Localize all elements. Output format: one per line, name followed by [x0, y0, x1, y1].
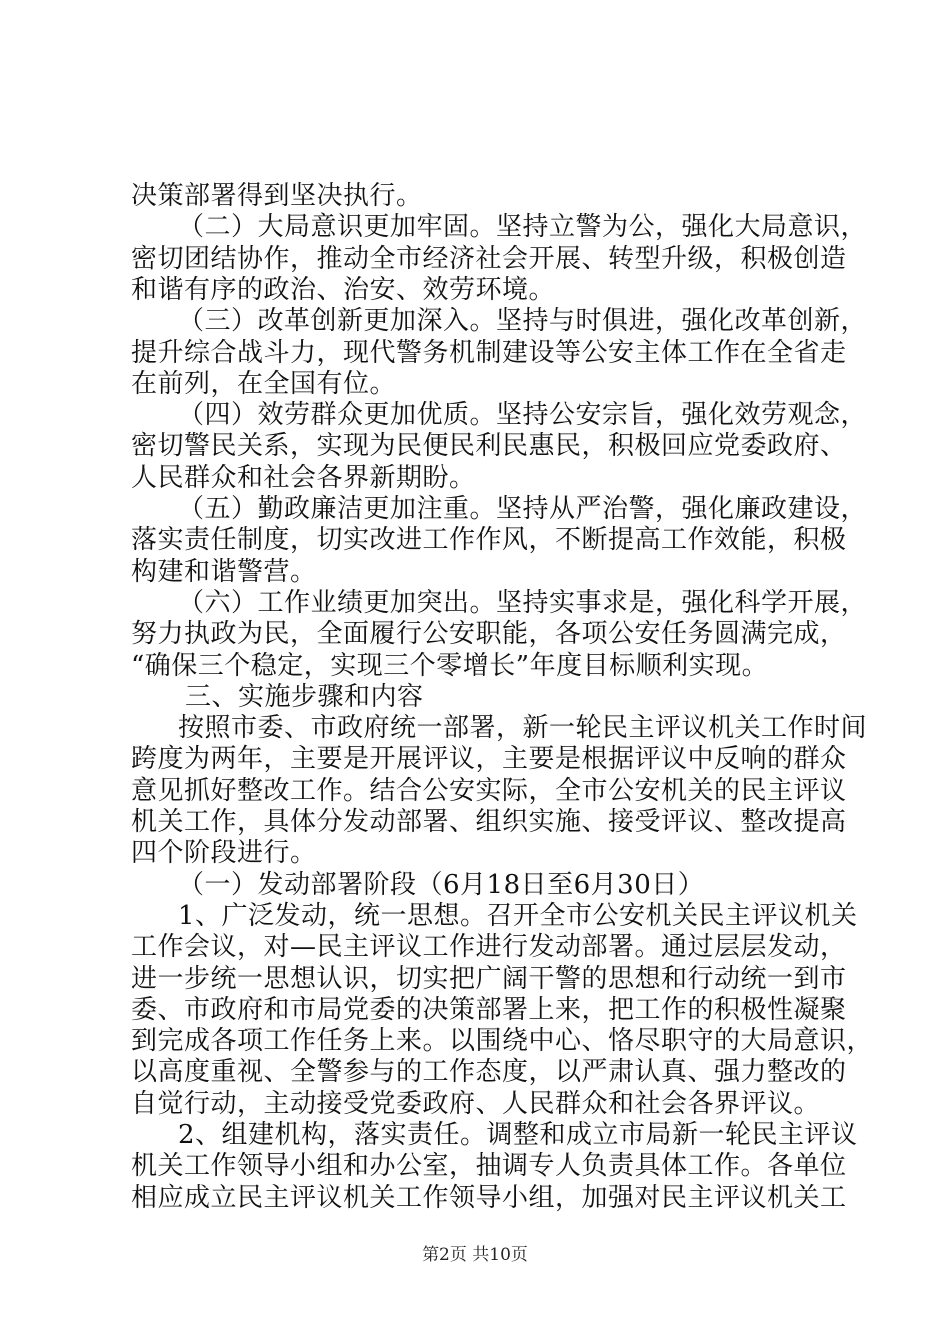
text-line: （六）工作业绩更加突出。坚持实事求是，强化科学开展，	[178, 587, 868, 618]
text-line: “确保三个稳定，实现三个零增长”年度目标顺利实现。	[131, 650, 769, 681]
text-line: 自觉行动，主动接受党委政府、人民群众和社会各界评议。	[131, 1088, 821, 1119]
text-line: 密切警民关系，实现为民便民利民惠民，积极回应党委政府、	[131, 431, 847, 462]
text-line: 意见抓好整改工作。结合公安实际，全市公安机关的民主评议	[131, 775, 847, 806]
text-line: 四个阶段进行。	[131, 838, 317, 869]
text-line: 2、组建机构，落实责任。调整和成立市局新一轮民主评议	[178, 1120, 858, 1150]
text-line: 委、市政府和市局党委的决策部署上来，把工作的积极性凝聚	[131, 994, 847, 1025]
text-line: （二）大局意识更加牢固。坚持立警为公，强化大局意识，	[178, 212, 868, 243]
section-heading: 三、实施步骤和内容	[185, 681, 424, 712]
text-line: 1、广泛发动，统一思想。召开全市公安机关民主评议机关	[178, 900, 858, 931]
text-line: 密切团结协作，推动全市经济社会开展、转型升级，积极创造	[131, 243, 847, 274]
text-line: 到完成各项工作任务上来。以围绕中心、恪尽职守的大局意识，	[131, 1026, 874, 1057]
text-line: 人民群众和社会各界新期盼。	[131, 462, 476, 493]
subsection-heading: （一）发动部署阶段（6月18日至6月30日）	[178, 869, 705, 900]
text-line: 跨度为两年，主要是开展评议，主要是根据评议中反响的群众	[131, 744, 847, 775]
text-line: 相应成立民主评议机关工作领导小组，加强对民主评议机关工	[131, 1182, 847, 1213]
text-line: 以高度重视、全警参与的工作态度，以严肃认真、强力整改的	[131, 1057, 847, 1088]
text-line: 提升综合战斗力，现代警务机制建设等公安主体工作在全省走	[131, 337, 847, 368]
text-line: 努力执政为民，全面履行公安职能，各项公安任务圆满完成，	[131, 619, 847, 650]
text-line: （五）勤政廉洁更加注重。坚持从严治警，强化廉政建设，	[178, 494, 868, 524]
text-line: （四）效劳群众更加优质。坚持公安宗旨，强化效劳观念，	[178, 400, 868, 431]
text-line: 工作会议，对—民主评议工作进行发动部署。通过层层发动，	[131, 932, 847, 963]
text-line: 机关工作领导小组和办公室，抽调专人负责具体工作。各单位	[131, 1151, 847, 1182]
text-line: 和谐有序的政治、治安、效劳环境。	[131, 274, 556, 305]
text-line: 落实责任制度，切实改进工作作风，不断提高工作效能，积极	[131, 525, 847, 556]
page-footer: 第2页 共10页	[422, 1245, 528, 1265]
text-line: 构建和谐警营。	[131, 556, 317, 587]
text-line: 决策部署得到坚决执行。	[131, 181, 423, 211]
text-line: 按照市委、市政府统一部署，新一轮民主评议机关工作时间	[178, 713, 868, 744]
text-line: 在前列，在全国有位。	[131, 368, 397, 399]
text-line: （三）改革创新更加深入。坚持与时俱进，强化改革创新，	[178, 306, 868, 337]
text-line: 机关工作，具体分发动部署、组织实施、接受评议、整改提高	[131, 807, 847, 837]
text-line: 进一步统一思想认识，切实把广阔干警的思想和行动统一到市	[131, 963, 847, 994]
